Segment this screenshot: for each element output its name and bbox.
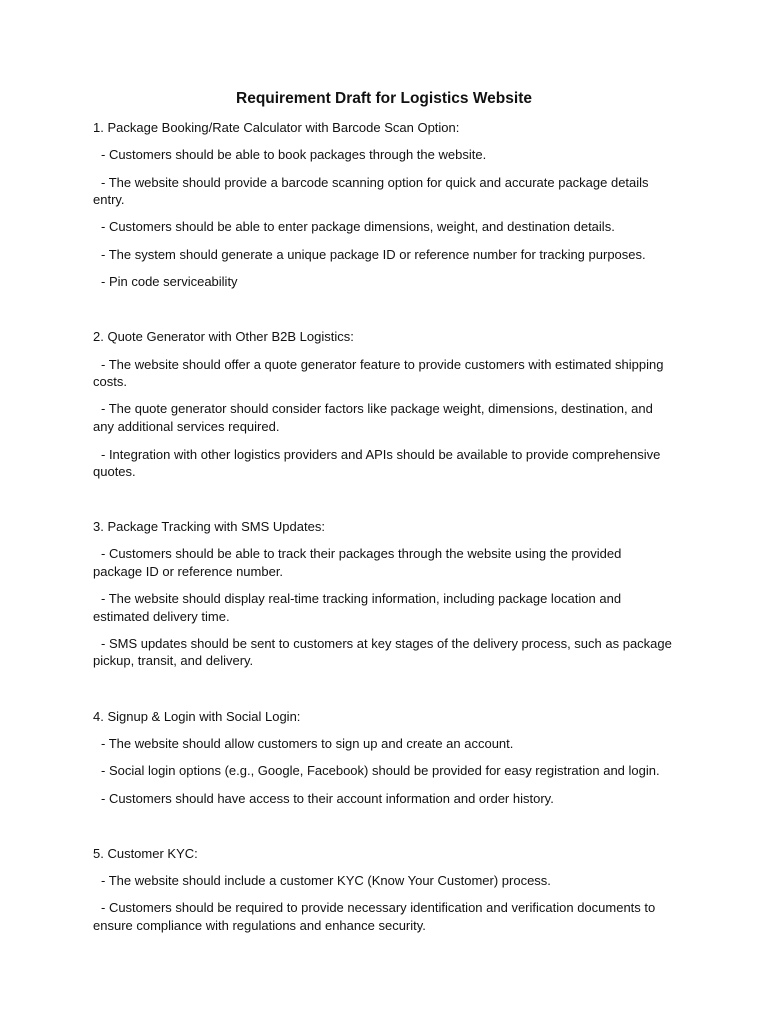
requirement-item: - Integration with other logistics providers and APIs should be available to provide comprehensive [101,447,661,462]
requirement-item: - The system should generate a unique package ID or reference number for tracking purposes. [101,247,646,262]
requirement-item: - Customers should have access to their account information and order history. [101,791,554,806]
requirement-item: - The website should provide a barcode scanning option for quick and accurate package details [101,175,649,190]
requirement-item-continuation: costs. [93,374,127,389]
section-heading: 4. Signup & Login with Social Login: [93,709,301,724]
requirement-item-continuation: any additional services required. [93,419,280,434]
requirement-item-continuation: quotes. [93,464,136,479]
requirement-item: - SMS updates should be sent to customers at key stages of the delivery process, such as package [101,636,672,651]
requirement-item: - Customers should be able to track their packages through the website using the provided [101,546,622,561]
requirement-item-continuation: package ID or reference number. [93,564,284,579]
section-heading: 1. Package Booking/Rate Calculator with Barcode Scan Option: [93,120,460,135]
section-heading: 3. Package Tracking with SMS Updates: [93,519,325,534]
requirement-item: - Customers should be able to enter package dimensions, weight, and destination details. [101,219,615,234]
requirement-item-continuation: estimated delivery time. [93,609,230,624]
requirement-item: - The website should allow customers to sign up and create an account. [101,736,514,751]
requirement-item: - The website should include a customer KYC (Know Your Customer) process. [101,873,551,888]
requirement-item: - Customers should be able to book packages through the website. [101,147,487,162]
requirement-item: - Pin code serviceability [101,274,238,289]
requirement-item-continuation: entry. [93,192,125,207]
requirement-item-continuation: ensure compliance with regulations and enhance security. [93,918,426,933]
section-heading: 5. Customer KYC: [93,846,198,861]
section-heading: 2. Quote Generator with Other B2B Logistics: [93,329,354,344]
requirement-item: - The website should offer a quote generator feature to provide customers with estimated shipping [101,357,664,372]
requirement-item-continuation: pickup, transit, and delivery. [93,653,254,668]
requirement-item: - The website should display real-time tracking information, including package location and [101,591,622,606]
requirement-item: - Social login options (e.g., Google, Facebook) should be provided for easy registration and login. [101,763,660,778]
document-title: Requirement Draft for Logistics Website [236,90,532,107]
requirement-item: - Customers should be required to provide necessary identification and verification documents to [101,900,656,915]
requirement-item: - The quote generator should consider factors like package weight, dimensions, destination, and [101,401,653,416]
